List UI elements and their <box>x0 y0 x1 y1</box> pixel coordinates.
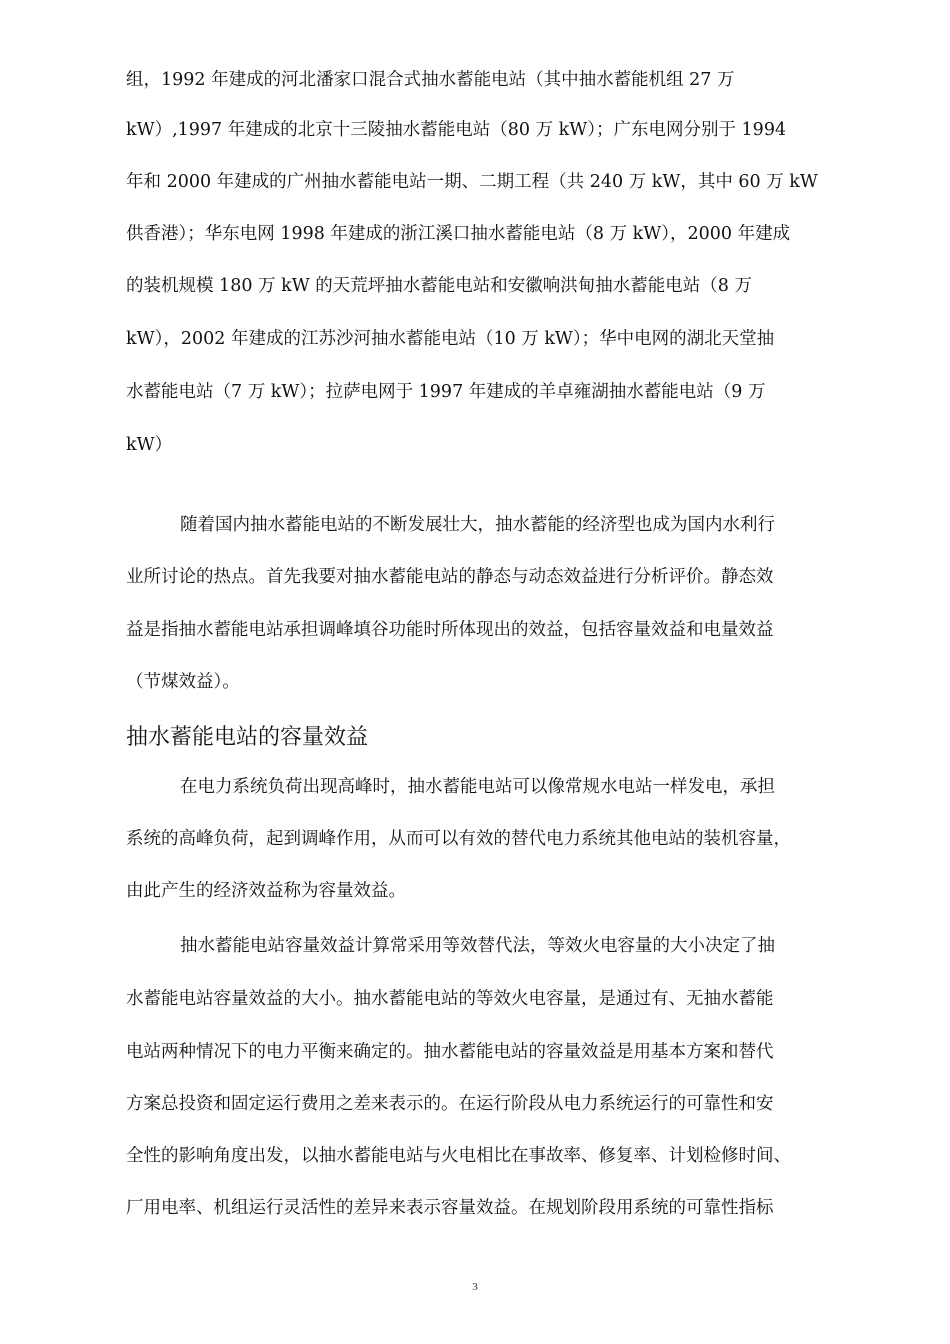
page-number: 3 <box>472 1281 478 1293</box>
text-line: 厂用电率、机组运行灵活性的差异来表示容量效益。在规划阶段用系统的可靠性指标 <box>126 1198 774 1218</box>
text-line: kW）,1997 年建成的北京十三陵抽水蓄能电站（80 万 kW）；广东电网分别于 1994 <box>126 120 787 140</box>
text-line: 水蓄能电站容量效益的大小。抽水蓄能电站的等效火电容量，是通过有、无抽水蓄能 <box>126 989 774 1009</box>
section-heading: 抽水蓄能电站的容量效益 <box>126 725 369 750</box>
text-line: 抽水蓄能电站容量效益计算常采用等效替代法，等效火电容量的大小决定了抽 <box>180 936 775 956</box>
text-line: 年和 2000 年建成的广州抽水蓄能电站一期、二期工程（共 240 万 kW，其中 60 万 kW <box>126 172 818 192</box>
text-line: 在电力系统负荷出现高峰时，抽水蓄能电站可以像常规水电站一样发电，承担 <box>180 777 775 797</box>
text-line: 系统的高峰负荷，起到调峰作用，从而可以有效的替代电力系统其他电站的装机容量， <box>126 829 791 849</box>
text-line: 全性的影响角度出发，以抽水蓄能电站与火电相比在事故率、修复率、计划检修时间、 <box>126 1146 791 1166</box>
text-line: 供香港）；华东电网 1998 年建成的浙江溪口抽水蓄能电站（8 万 kW），2000 年建成 <box>126 224 791 244</box>
text-line: 随着国内抽水蓄能电站的不断发展壮大，抽水蓄能的经济型也成为国内水利行 <box>180 515 775 535</box>
text-line: kW） <box>126 435 173 455</box>
text-line: 方案总投资和固定运行费用之差来表示的。在运行阶段从电力系统运行的可靠性和安 <box>126 1094 774 1114</box>
text-line: 业所讨论的热点。首先我要对抽水蓄能电站的静态与动态效益进行分析评价。静态效 <box>126 567 774 587</box>
text-line: （节煤效益）。 <box>126 672 240 692</box>
text-line: kW），2002 年建成的江苏沙河抽水蓄能电站（10 万 kW）；华中电网的湖北天堂抽 <box>126 329 775 349</box>
text-line: 水蓄能电站（7 万 kW）；拉萨电网于 1997 年建成的羊卓雍湖抽水蓄能电站（9 万 <box>126 382 766 402</box>
text-line: 益是指抽水蓄能电站承担调峰填谷功能时所体现出的效益，包括容量效益和电量效益 <box>126 620 774 640</box>
text-line: 电站两种情况下的电力平衡来确定的。抽水蓄能电站的容量效益是用基本方案和替代 <box>126 1042 774 1062</box>
text-line: 组，1992 年建成的河北潘家口混合式抽水蓄能电站（其中抽水蓄能机组 27 万 <box>126 70 735 90</box>
text-line: 的装机规模 180 万 kW 的天荒坪抽水蓄能电站和安徽响洪甸抽水蓄能电站（8 万 <box>126 276 752 296</box>
text-line: 由此产生的经济效益称为容量效益。 <box>126 881 406 901</box>
